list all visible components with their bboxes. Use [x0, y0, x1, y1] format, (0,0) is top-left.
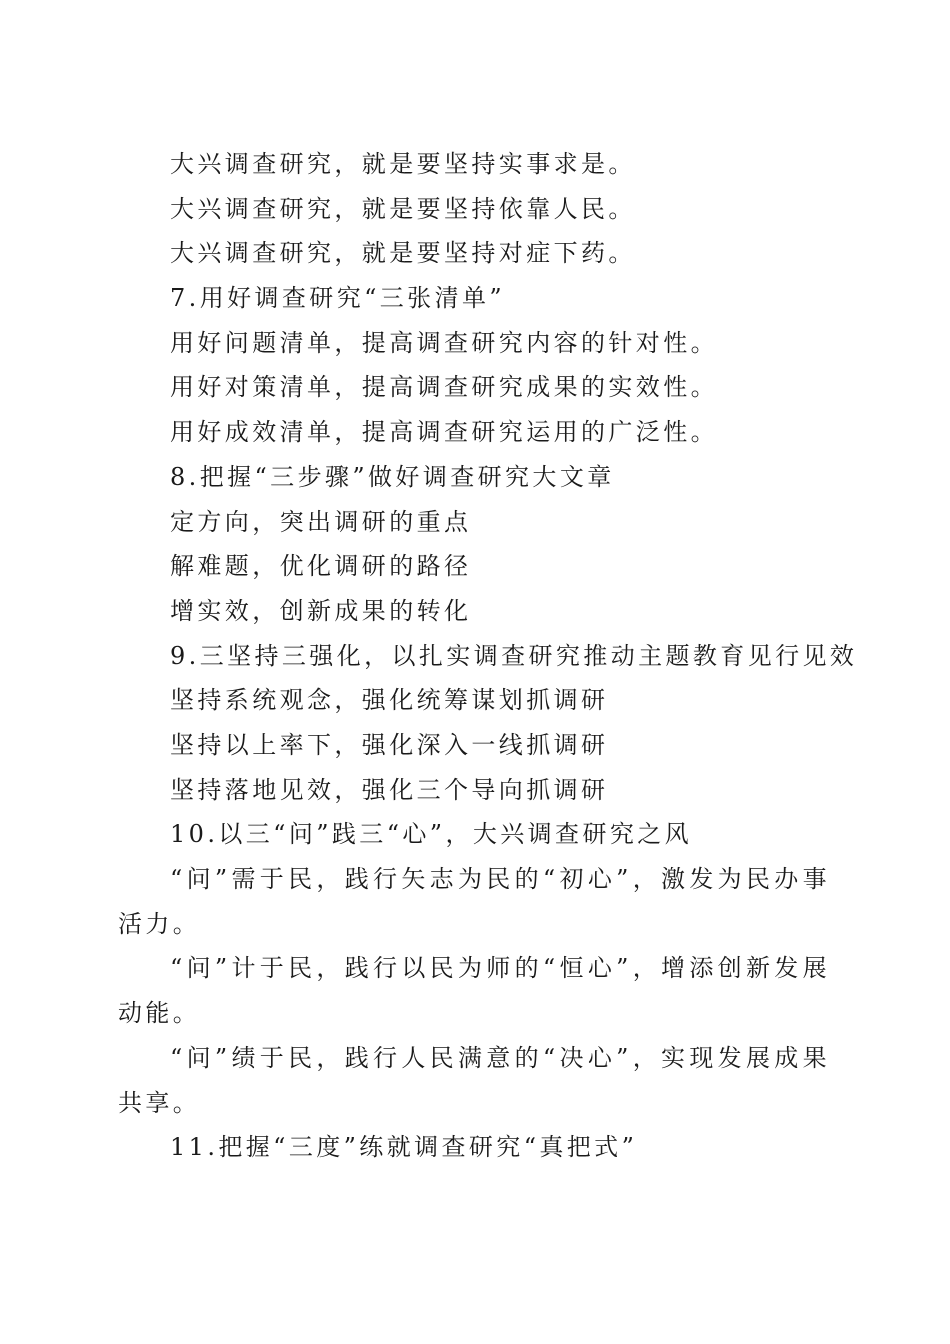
- text-line: 坚持系统观念，强化统筹谋划抓调研: [170, 686, 609, 715]
- text-line: 坚持落地见效，强化三个导向抓调研: [170, 775, 609, 804]
- paragraph: “问”计于民，践行以民为师的“恒心”，增添创新发展动能。: [118, 954, 830, 1028]
- text-line: 大兴调查研究，就是要坚持实事求是。: [170, 150, 636, 178]
- section-heading: 9.三坚持三强化，以扎实调查研究推动主题教育见行见效: [170, 641, 858, 670]
- document-body: [118, 142, 858, 1170]
- section-heading: 10.以三“问”践三“心”，大兴调查研究之风: [170, 820, 693, 849]
- text-line: 增实效，创新成果的转化: [170, 596, 472, 625]
- text-line: 用好成效清单，提高调查研究运用的广泛性。: [170, 418, 718, 447]
- text-line: 坚持以上率下，强化深入一线抓调研: [170, 730, 609, 759]
- paragraph: “问”需于民，践行矢志为民的“初心”，激发为民办事活力。: [118, 865, 830, 938]
- section-heading: 7.用好调查研究“三张清单”: [170, 284, 506, 313]
- section-heading: 11.把握“三度”练就调查研究“真把式”: [170, 1133, 638, 1162]
- text-line: 大兴调查研究，就是要坚持依靠人民。: [170, 194, 636, 223]
- text-line: 大兴调查研究，就是要坚持对症下药。: [170, 239, 636, 268]
- text-line: 用好对策清单，提高调查研究成果的实效性。: [170, 373, 718, 402]
- paragraph: “问”绩于民，践行人民满意的“决心”，实现发展成果共享。: [118, 1043, 830, 1117]
- text-line: 用好问题清单，提高调查研究内容的针对性。: [170, 328, 718, 357]
- text-line: 定方向，突出调研的重点: [170, 507, 472, 536]
- text-line: 解难题，优化调研的路径: [170, 552, 472, 581]
- section-heading: 8.把握“三步骤”做好调查研究大文章: [170, 462, 615, 491]
